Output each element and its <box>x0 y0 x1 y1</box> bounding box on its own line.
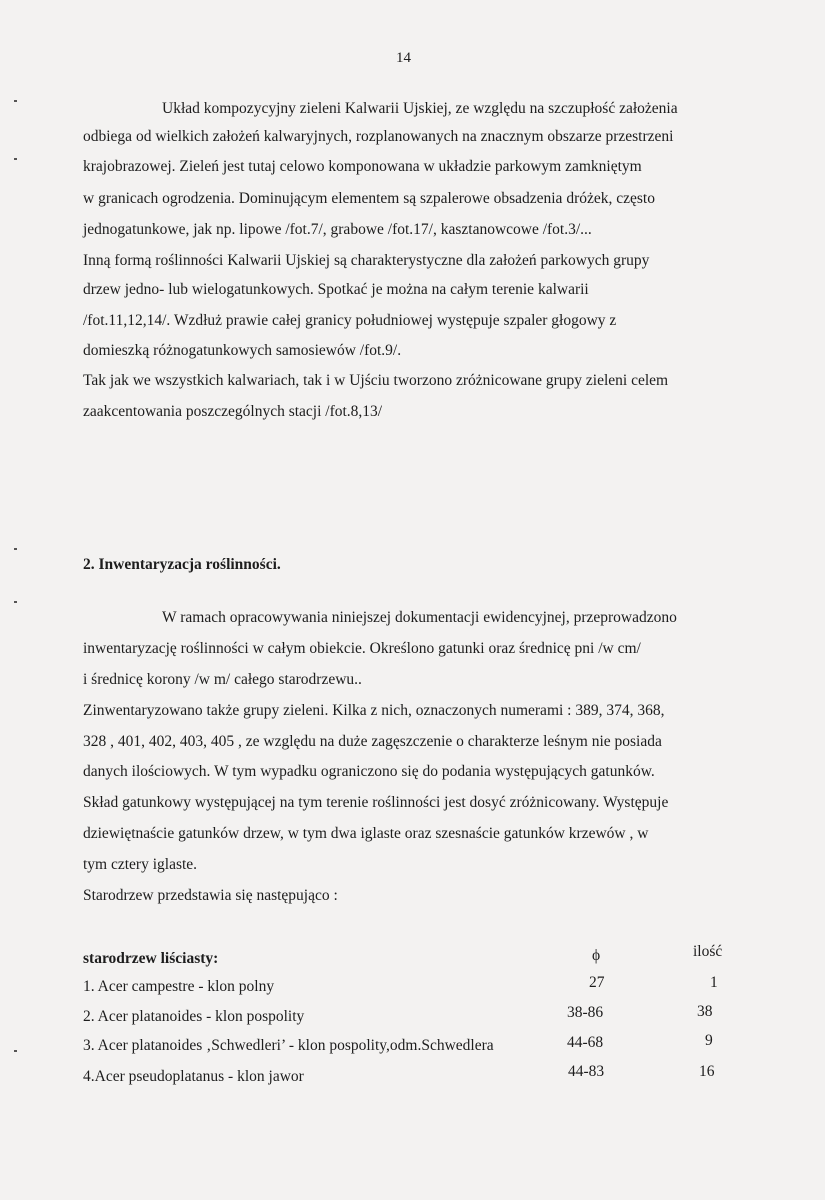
paragraph-line: w granicach ogrodzenia. Dominującym elementem są szpalerowe obsadzenia dróżek, często <box>83 190 655 207</box>
paragraph-line: drzew jedno- lub wielogatunkowych. Spotkać je można na całym terenie kalwarii <box>83 281 589 298</box>
paragraph-line: i średnicę korony /w m/ całego starodrzewu.. <box>83 671 362 688</box>
diameter-value: 38-86 <box>567 1004 604 1021</box>
paragraph-line: tym cztery iglaste. <box>83 856 198 873</box>
scan-speck <box>14 158 17 160</box>
scan-speck <box>14 1050 17 1052</box>
paragraph-line: W ramach opracowywania niniejszej dokumentacji ewidencyjnej, przeprowadzono <box>162 609 677 626</box>
paragraph-line: domieszką różnogatunkowych samosiewów /fot.9/. <box>83 342 402 359</box>
species-name: 4.Acer pseudoplatanus - klon jawor <box>83 1068 304 1085</box>
paragraph-line: Starodrzew przedstawia się następująco : <box>83 887 338 904</box>
species-name: 2. Acer platanoides - klon pospolity <box>83 1008 305 1025</box>
paragraph-line: Układ kompozycyjny zieleni Kalwarii Ujskiej, ze względu na szczupłość założenia <box>162 100 678 117</box>
count-value: 9 <box>705 1032 713 1049</box>
paragraph-line: Zinwentaryzowano także grupy zieleni. Kilka z nich, oznaczonych numerami : 389, 374, 368, <box>83 702 665 719</box>
page-number: 14 <box>396 50 411 66</box>
table-heading: starodrzew liściasty: <box>83 950 219 967</box>
paragraph-line: /fot.11,12,14/. Wzdłuż prawie całej granicy południowej występuje szpaler głogowy z <box>83 312 617 329</box>
diameter-value: 44-83 <box>568 1063 605 1080</box>
paragraph-line: Inną formą roślinności Kalwarii Ujskiej są charakterystyczne dla założeń parkowych grupy <box>83 252 650 269</box>
paragraph-line: danych ilościowych. W tym wypadku ograniczono się do podania występujących gatunków. <box>83 763 655 780</box>
scan-speck <box>14 100 17 102</box>
paragraph-line: Tak jak we wszystkich kalwariach, tak i w Ujściu tworzono zróżnicowane grupy zieleni celem <box>83 372 669 389</box>
paragraph-line: dziewiętnaście gatunków drzew, w tym dwa iglaste oraz szesnaście gatunków krzewów , w <box>83 825 649 842</box>
column-header-count: ilość <box>693 943 723 960</box>
paragraph-line: jednogatunkowe, jak np. lipowe /fot.7/, grabowe /fot.17/, kasztanowcowe /fot.3/... <box>83 221 592 238</box>
count-value: 16 <box>699 1063 715 1080</box>
count-value: 38 <box>697 1003 713 1020</box>
species-name: 3. Acer platanoides ‚Schwedleri’ - klon pospolity,odm.Schwedlera <box>83 1037 494 1054</box>
paragraph-line: 328 , 401, 402, 403, 405 , ze względu na duże zagęszczenie o charakterze leśnym nie posiada <box>83 733 662 750</box>
count-value: 1 <box>710 974 718 991</box>
section-heading: 2. Inwentaryzacja roślinności. <box>83 556 281 573</box>
diameter-value: 27 <box>589 974 605 991</box>
species-name: 1. Acer campestre - klon polny <box>83 978 275 995</box>
paragraph-line: krajobrazowej. Zieleń jest tutaj celowo komponowana w układzie parkowym zamkniętym <box>83 158 642 175</box>
paragraph-line: odbiega od wielkich założeń kalwaryjnych, rozplanowanych na znacznym obszarze przestrzeni <box>83 128 674 145</box>
paragraph-line: zaakcentowania poszczególnych stacji /fot.8,13/ <box>83 403 383 420</box>
column-header-diameter: ϕ <box>592 947 601 964</box>
paragraph-line: Skład gatunkowy występującej na tym terenie roślinności jest dosyć zróżnicowany. Występuje <box>83 794 669 811</box>
paragraph-line: inwentaryzację roślinności w całym obiekcie. Określono gatunki oraz średnicę pni /w cm/ <box>83 640 641 657</box>
scan-speck <box>14 601 17 603</box>
diameter-value: 44-68 <box>567 1034 604 1051</box>
scan-speck <box>14 548 17 550</box>
